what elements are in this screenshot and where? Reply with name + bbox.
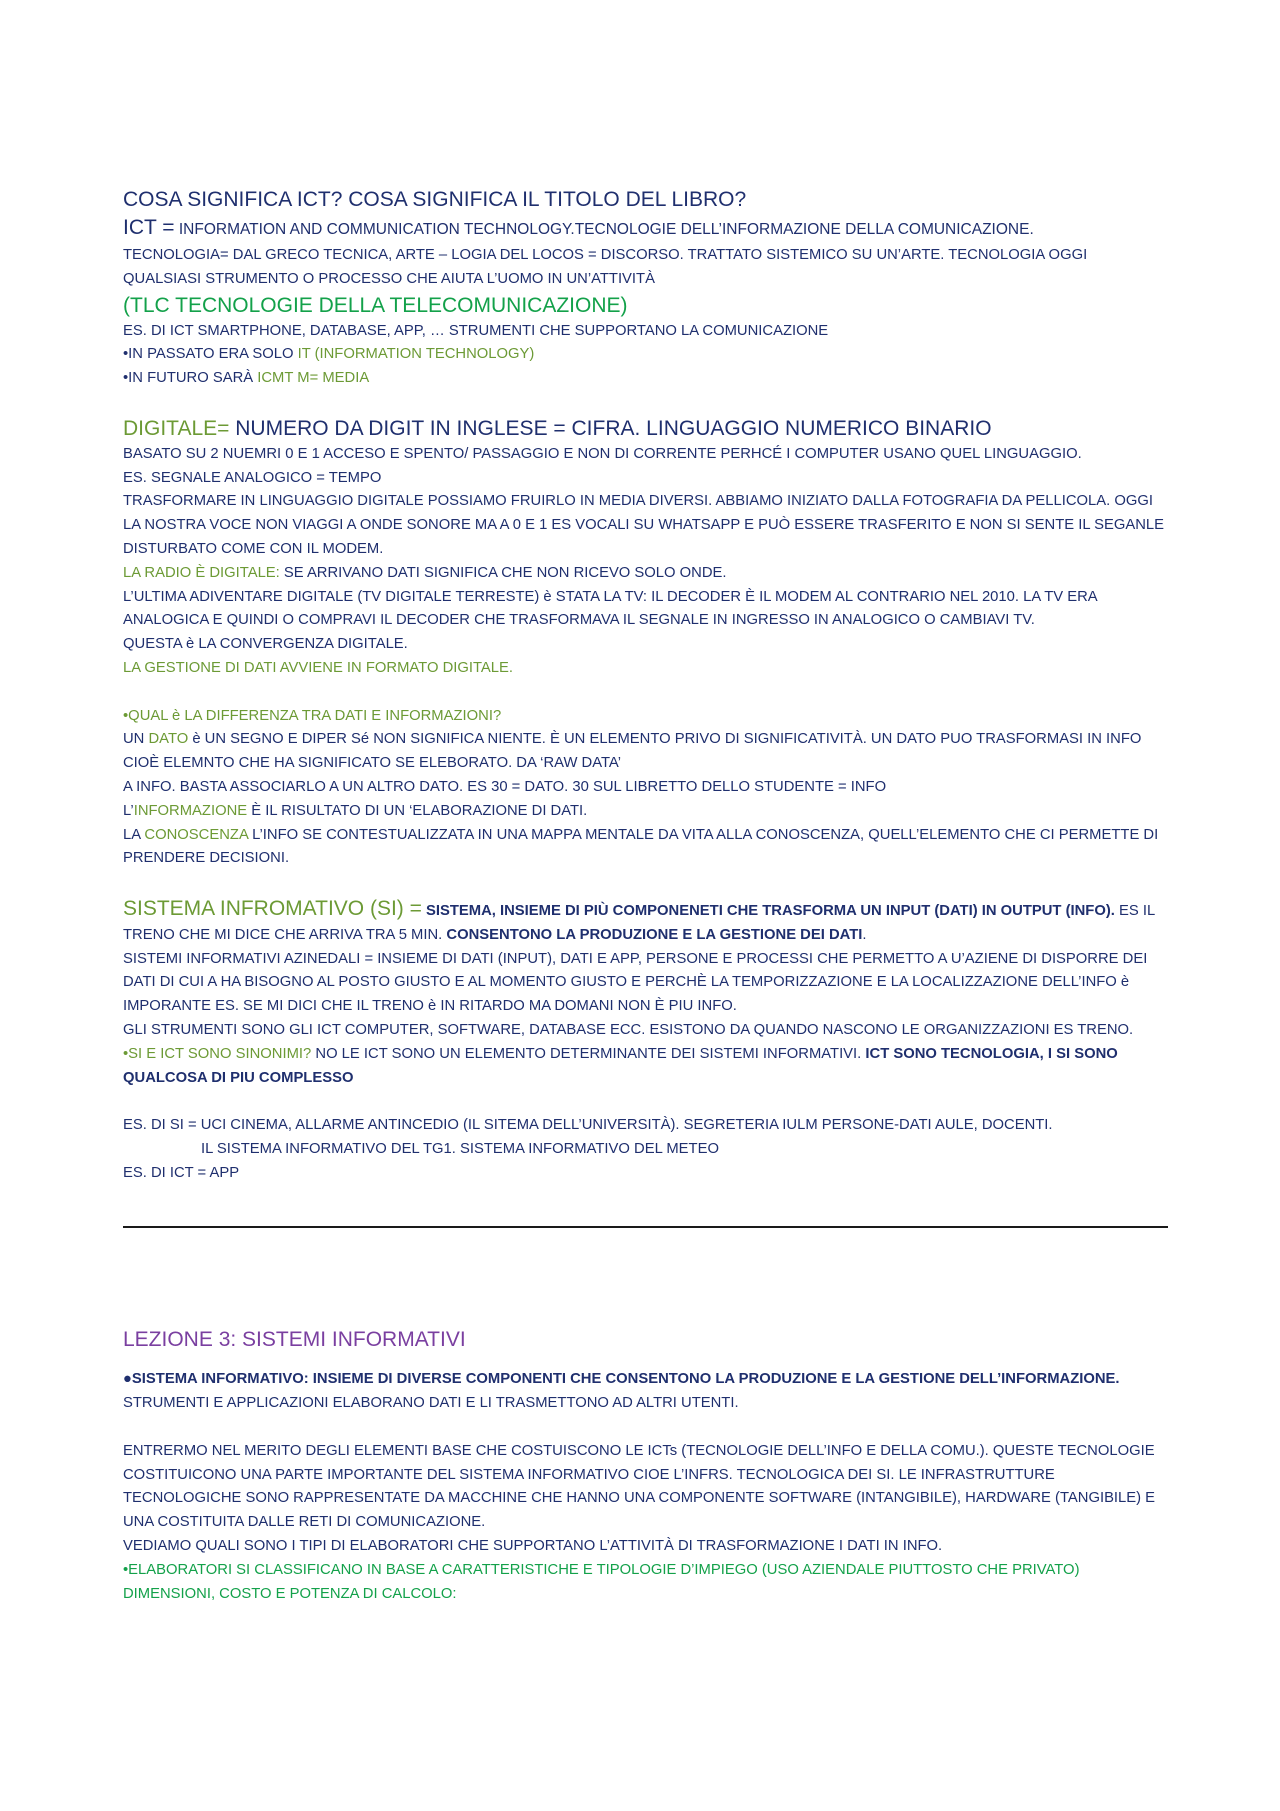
informazione-line: [123, 800, 1168, 824]
sinonimi-bold: ICT SONO TECNOLOGIA, I SI SONO QUALCOSA DI PIU COMPLESSO: [123, 1045, 1118, 1086]
strumenti-paragraph: GLI STRUMENTI SONO GLI ICT COMPUTER, SOFTWARE, DATABASE ECC. ESISTONO DA QUANDO NASCONO LE ORGANIZZAZIONI ES TRENO.: [123, 1021, 1134, 1038]
dato-text: è UN SEGNO E DIPER Sé NON SIGNIFICA NIENTE. È UN ELEMENTO PRIVO DI SIGNIFICATIVITÀ. UN DATO PUO TRASFORMASI IN INFO CIOÈ ELEMNTO CHE HA SIGNIFICATO SE ELEBORATO. DA ‘RAW DATA’: [123, 731, 1142, 772]
sinonimi-answer: NO LE ICT SONO UN ELEMENTO DETERMINANTE DEI SISTEMI INFORMATIVI.: [311, 1045, 866, 1062]
conoscenza-term: CONOSCENZA: [144, 826, 248, 843]
dato-paragraph: [123, 728, 1168, 776]
es-ict-app-line: ES. DI ICT = APP: [123, 1164, 240, 1181]
passato-prefix: •IN PASSATO ERA SOLO: [123, 346, 298, 363]
conoscenza-prefix: LA: [123, 826, 145, 843]
spacer: [123, 391, 1168, 415]
gestione-line: LA GESTIONE DI DATI AVVIENE IN FORMATO DIGITALE.: [123, 659, 513, 676]
si-definition: SISTEMA, INSIEME DI PIÙ COMPONENETI CHE TRASFORMA UN INPUT (DATI) IN OUTPUT (INFO).: [421, 902, 1115, 919]
treno-end: .: [862, 926, 867, 943]
es-si-line-2: IL SISTEMA INFORMATIVO DEL TG1. SISTEMA INFORMATIVO DEL METEO: [201, 1140, 719, 1157]
sinonimi-question: •SI E ICT SONO SINONIMI?: [123, 1045, 312, 1062]
passato-line: [123, 343, 1168, 367]
basato-line: BASATO SU 2 NUEMRI 0 E 1 ACCESO E SPENTO/ PASSAGGIO E NON DI CORRENTE PERHCÉ I COMPUTER USANO QUEL LINGUAGGIO.: [123, 445, 1082, 462]
vediamo-line: VEDIAMO QUALI SONO I TIPI DI ELABORATORI CHE SUPPORTANO L’ATTIVITÀ DI TRASFORMAZIONE I DATI IN INFO.: [123, 1538, 943, 1555]
ict-label: ICT =: [123, 216, 175, 239]
treno-text: ES IL TRENO CHE MI DICE CHE ARRIVA TRA 5 MIN.: [123, 902, 1155, 943]
ict-definition: [123, 214, 1168, 244]
digitale-heading: [123, 415, 1168, 443]
sistema-informativo-definition: ●SISTEMA INFORMATIVO: INSIEME DI DIVERSE COMPONENTI CHE CONSENTONO LA PRODUZIONE E LA GESTIONE DELL’INFORMAZIONE.: [123, 1371, 1120, 1388]
title-cosa-significa-ict: COSA SIGNIFICA ICT? COSA SIGNIFICA IL TITOLO DEL LIBRO?: [123, 188, 747, 211]
dati-info-question: •QUAL è LA DIFFERENZA TRA DATI E INFORMAZIONI?: [123, 707, 502, 724]
spacer: [123, 1090, 1168, 1114]
tecnologia-definition: TECNOLOGIA= DAL GRECO TECNICA, ARTE – LOGIA DEL LOCOS = DISCORSO. TRATTATO SISTEMICO SU UN’ARTE. TECNOLOGIA OGGI QUALSIASI STRUMENTO O PROCESSO CHE AIUTA L’UOMO IN UN’ATTIVITÀ: [123, 247, 1088, 287]
informazione-term: INFORMAZIONE: [133, 802, 248, 819]
digitale-text: NUMERO DA DIGIT IN INGLESE = CIFRA. LINGUAGGIO NUMERICO BINARIO: [229, 416, 992, 440]
ict-text: INFORMATION AND COMMUNICATION TECHNOLOGY.TECNOLOGIE DELL’INFORMAZIONE DELLA COMUNICAZIONE.: [174, 221, 1034, 238]
informazione-prefix: L’: [123, 802, 134, 819]
sistema-informativo-paragraph: [123, 895, 1168, 948]
futuro-line: [123, 367, 1168, 391]
spacer: [123, 681, 1168, 705]
elaboratori-paragraph: •ELABORATORI SI CLASSIFICANO IN BASE A CARATTERISTICHE E TIPOLOGIE D’IMPIEGO (USO AZIENDALE PIUTTOSTO CHE PRIVATO) DIMENSIONI, COSTO E POTENZA DI CALCOLO:: [123, 1561, 1080, 1602]
sinonimi-paragraph: [123, 1043, 1168, 1091]
entreremo-paragraph: ENTRERMO NEL MERITO DEGLI ELEMENTI BASE CHE COSTUISCONO LE ICTs (TECNOLOGIE DELL’INFO E DELLA COMU.). QUESTE TECNOLOGIE COSTITUICONO UNA PARTE IMPORTANTE DEL SISTEMA INFORMATIVO CIOE L’INFRS. TECNOLOGICA DEI SI. LE INFRASTRUTTURE TECNOLOGICHE SONO RAPPRESENTATE DA MACCHINE CHE HANNO UNA COMPONENTE SOFTWARE (INTANGIBILE), HARDWARE (TANGIBILE) E UNA COSTITUITA DALLE RETI DI COMUNICAZIONE.: [123, 1442, 1156, 1531]
dato-term: DATO: [148, 731, 189, 748]
trasformare-paragraph: TRASFORMARE IN LINGUAGGIO DIGITALE POSSIAMO FRUIRLO IN MEDIA DIVERSI. ABBIAMO INIZIATO DALLA FOTOGRAFIA DA PELLICOLA. OGGI LA NOSTRA VOCE NON VIAGGI A ONDE SONORE MA A 0 E 1 ES VOCALI SU WHATSAPP E PUÒ ESSERE TRASFERITO E NON SI SENTE IL SEGANLE DISTURBATO COME CON IL MODEM.: [123, 493, 1165, 557]
lezione-3-title: LEZIONE 3: SISTEMI INFORMATIVI: [123, 1328, 466, 1352]
radio-text: SE ARRIVANO DATI SIGNIFICA CHE NON RICEVO SOLO ONDE.: [279, 564, 727, 581]
treno-bold: CONSENTONO LA PRODUZIONE E LA GESTIONE DEI DATI: [446, 926, 863, 943]
spacer: [123, 871, 1168, 895]
radio-line: [123, 562, 1168, 586]
spacer: [123, 1416, 1168, 1440]
futuro-prefix: •IN FUTURO SARÀ: [123, 370, 258, 387]
document-page: [123, 186, 1168, 1606]
passato-it: IT (INFORMATION TECHNOLOGY): [297, 346, 535, 363]
conoscenza-paragraph: [123, 824, 1168, 872]
aziendali-paragraph: SISTEMI INFORMATIVI AZINEDALI = INSIEME DI DATI (INPUT), DATI E APP, PERSONE E PROCESSI CHE PERMETTO A U’AZIENE DI DISPORRE DEI DATI DI CUI A HA BISOGNO AL POSTO GIUSTO E AL MOMENTO GIUSTO E PERCHÈ LA TEMPORIZZAZIONE E LA LOCALIZZAZIONE DELL’INFO è IMPORANTE ES. SE MI DICI CHE IL TRENO è IN RITARDO MA DOMANI NON È PIU INFO.: [123, 950, 1148, 1015]
info-line: A INFO. BASTA ASSOCIARLO A UN ALTRO DATO. ES 30 = DATO. 30 SUL LIBRETTO DELLO STUDENTE = INFO: [123, 778, 887, 795]
radio-label: LA RADIO È DIGITALE:: [123, 564, 280, 581]
digitale-label: DIGITALE=: [123, 416, 230, 440]
informazione-text: È IL RISULTATO DI UN ‘ELABORAZIONE DI DATI.: [247, 802, 588, 819]
tlc-heading: (TLC TECNOLOGIE DELLA TELECOMUNICAZIONE): [123, 293, 628, 317]
segnale-line: ES. SEGNALE ANALOGICO = TEMPO: [123, 469, 382, 486]
es-si-line: ES. DI SI = UCI CINEMA, ALLARME ANTINCEDIO (IL SITEMA DELL’UNIVERSITÀ). SEGRETERIA IULM PERSONE-DATI AULE, DOCENTI.: [123, 1117, 1053, 1134]
spacer: [123, 1354, 1168, 1368]
dato-prefix: UN: [123, 731, 149, 748]
si-label: SISTEMA INFROMATIVO (SI) =: [123, 896, 422, 920]
futuro-icmt: ICMT M= MEDIA: [257, 370, 370, 387]
es-ict: ES. DI ICT SMARTPHONE, DATABASE, APP, … STRUMENTI CHE SUPPORTANO LA COMUNICAZIONE: [123, 322, 829, 339]
convergenza-line: QUESTA è LA CONVERGENZA DIGITALE.: [123, 636, 408, 653]
strumenti-applicazioni-line: STRUMENTI E APPLICAZIONI ELABORANO DATI E LI TRASMETTONO AD ALTRI UTENTI.: [123, 1395, 739, 1412]
section-divider: [123, 1226, 1168, 1228]
conoscenza-text: L’INFO SE CONTESTUALIZZATA IN UNA MAPPA MENTALE DA VITA ALLA CONOSCENZA, QUELL’ELEMENTO CHE CI PERMETTE DI PRENDERE DECISIONI.: [123, 826, 1159, 867]
ultima-paragraph: L’ULTIMA ADIVENTARE DIGITALE (TV DIGITALE TERRESTE) è STATA LA TV: IL DECODER È IL MODEM AL CONTRARIO NEL 2010. LA TV ERA ANALOGICA E QUINDI O COMPRAVI IL DECODER CHE TRASFORMAVA IL SEGNALE IN INGRESSO IN ANALOGICO O CAMBIAVI TV.: [123, 588, 1097, 629]
